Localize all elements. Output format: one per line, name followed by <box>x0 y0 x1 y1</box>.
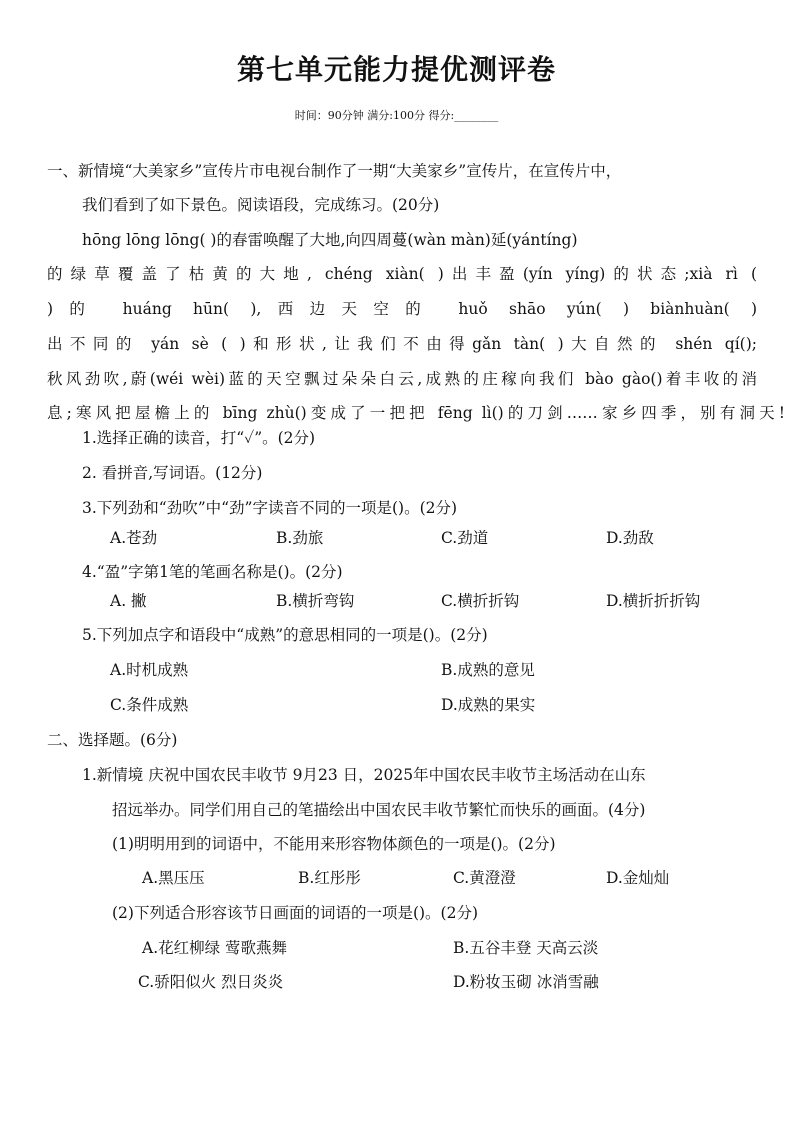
q5-option-c: C.条件成熟 <box>110 696 189 714</box>
q4-option-a: A. 撇 <box>110 592 147 610</box>
sub1-option-d: D.金灿灿 <box>606 869 670 887</box>
q5-option-b: B.成熟的意见 <box>441 661 535 679</box>
exam-meta: 时间：90分钟 满分:100分 得分:________ <box>294 109 499 122</box>
sub2-option-b: B.五谷丰登 天高云淡 <box>453 939 599 957</box>
sub1-option-c: C.黄澄澄 <box>453 869 516 887</box>
passage-line-2: 的绿草覆盖了枯黄的大地, chéng xiàn( )出丰盈(yín yíng)的状态;xià rì ( <box>47 265 757 283</box>
sub1-option-b: B.红彤彤 <box>298 869 361 887</box>
passage-line-5: 秋风劲吹,蔚(wéi wèi)蓝的天空飘过朵朵白云,成熟的庄稼向我们 bào gào()着丰收的消 <box>47 370 757 388</box>
sub2-option-a: A.花红柳绿 莺歌燕舞 <box>142 939 288 957</box>
page-title: 第七单元能力提优测评卷 <box>236 53 556 86</box>
q4-option-d: D.横折折折钩 <box>606 592 701 610</box>
q3-option-c: C.劲道 <box>441 529 489 547</box>
q3-option-a: A.苍劲 <box>110 529 158 547</box>
question-2: 2. 看拼音,写词语。(12分) <box>82 464 263 482</box>
q5-option-a: A.时机成熟 <box>110 661 189 679</box>
q4-option-b: B.横折弯钩 <box>276 592 355 610</box>
sub2-option-d: D.粉妆玉砌 冰消雪融 <box>453 973 599 991</box>
sub2-option-c: C.骄阳似火 烈日炎炎 <box>138 973 284 991</box>
passage-line-1: hōng lōng lōng( )的春雷唤醒了大地,向四周蔓(wàn màn)延(yántíng) <box>82 231 578 249</box>
section-2-heading: 二、选择题。(6分) <box>47 731 178 749</box>
question-3: 3.下列劲和“劲吹”中“劲”字读音不同的一项是()。(2分) <box>82 499 458 517</box>
passage-line-4: 出不同的 yán sè ( )和形状,让我们不由得gǎn tàn( )大自然的 shén qí(); <box>47 335 757 353</box>
s2-question-1: 1.新情境 庆祝中国农民丰收节 9月23 日，2025年中国农民丰收节主场活动在山东 <box>82 766 646 784</box>
s2-question-1-cont: 招远举办。同学们用自己的笔描绘出中国农民丰收节繁忙而快乐的画面。(4分) <box>112 801 646 819</box>
q5-option-d: D.成熟的果实 <box>441 696 536 714</box>
passage-line-6: 息;寒风把屋檐上的 bīng zhù()变成了一把把 fēng lì()的刀剑……家乡四季，别有洞天! <box>47 404 785 422</box>
question-5: 5.下列加点字和语段中“成熟”的意思相同的一项是()。(2分) <box>82 626 488 644</box>
q3-option-b: B.劲旅 <box>276 529 324 547</box>
section-1-heading: 一、新情境“大美家乡”宣传片市电视台制作了一期“大美家乡”宣传片，在宣传片中， <box>47 162 622 180</box>
s2-sub-question-2: (2)下列适合形容该节日画面的词语的一项是()。(2分) <box>112 904 479 922</box>
sub1-option-a: A.黑压压 <box>142 869 205 887</box>
passage-line-3: )的 huáng hūn( ),西边天空的 huǒ shāo yún( ) biànhuàn( ) <box>47 300 757 318</box>
section-1-heading-cont: 我们看到了如下景色。阅读语段，完成练习。(20分) <box>82 196 440 214</box>
question-1: 1.选择正确的读音，打“✓”。(2分) <box>82 429 316 447</box>
s2-sub-question-1: (1)明明用到的词语中，不能用来形容物体颜色的一项是()。(2分) <box>112 835 556 853</box>
q3-option-d: D.劲敌 <box>606 529 654 547</box>
question-4: 4.“盈”字第1笔的笔画名称是()。(2分) <box>82 563 343 581</box>
q4-option-c: C.横折折钩 <box>441 592 520 610</box>
